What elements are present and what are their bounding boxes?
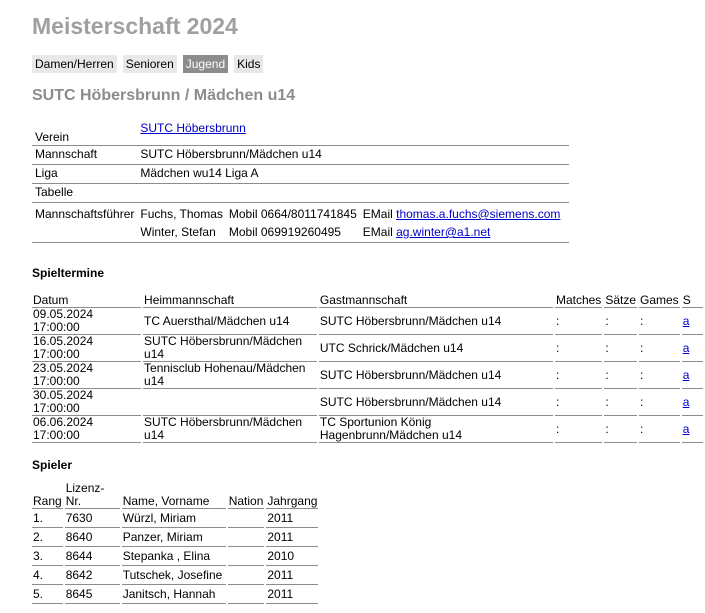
home-team: Tennisclub Hohenau/Mädchen u14 xyxy=(143,362,317,389)
mannschaftsfuehrer-label: Mannschaftsführer xyxy=(32,203,137,243)
matches-score: : xyxy=(555,416,602,443)
player-license: 8640 xyxy=(65,528,120,547)
match-link[interactable]: a xyxy=(682,313,690,328)
player-row xyxy=(32,547,318,566)
player-name: Panzer, Miriam xyxy=(122,528,226,547)
player-row xyxy=(32,509,318,528)
match-link[interactable]: a xyxy=(682,394,690,409)
home-team: SUTC Höbersbrunn/Mädchen u14 xyxy=(143,416,317,443)
home-team: TC Auersthal/Mädchen u14 xyxy=(143,308,317,335)
team-heading: SUTC Höbersbrunn / Mädchen u14 xyxy=(32,87,296,104)
match-date: 30.05.2024 17:00:00 xyxy=(32,389,141,416)
player-nation xyxy=(228,509,265,528)
col-jahrgang: Jahrgang xyxy=(266,482,318,509)
matches-score: : xyxy=(555,335,602,362)
matches-score: : xyxy=(555,362,602,389)
schedule-header-row xyxy=(32,290,703,308)
leader-email-label: EMail xyxy=(362,225,393,239)
col-saetze: Sätze xyxy=(604,290,637,308)
player-rank: 5. xyxy=(32,585,63,604)
player-rank: 3. xyxy=(32,547,63,566)
player-row xyxy=(32,566,318,585)
player-year: 2011 xyxy=(266,585,318,604)
leader-mobile: Mobil 069919260495 xyxy=(228,225,341,239)
schedule-row xyxy=(32,308,703,335)
player-year: 2011 xyxy=(266,566,318,585)
verein-link[interactable]: SUTC Höbersbrunn xyxy=(140,121,246,135)
matches-score: : xyxy=(555,308,602,335)
sets-score: : xyxy=(604,362,637,389)
guest-team: SUTC Höbersbrunn/Mädchen u14 xyxy=(319,308,553,335)
player-license: 8645 xyxy=(65,585,120,604)
player-license: 7630 xyxy=(65,509,120,528)
player-name: Würzl, Miriam xyxy=(122,509,226,528)
games-score: : xyxy=(639,308,680,335)
player-name: Tutschek, Josefine xyxy=(122,566,226,585)
col-gastmannschaft: Gastmannschaft xyxy=(319,290,553,308)
leader-name: Fuchs, Thomas xyxy=(140,207,223,221)
leader-name: Winter, Stefan xyxy=(140,225,216,239)
player-nation xyxy=(228,528,265,547)
tabelle-label: Tabelle xyxy=(32,184,137,203)
schedule-table xyxy=(30,290,705,443)
leader-row xyxy=(137,206,563,224)
leader-email-link[interactable]: ag.winter@a1.net xyxy=(396,225,491,239)
match-date: 23.05.2024 17:00:00 xyxy=(32,362,141,389)
player-row xyxy=(32,585,318,604)
page-title: Meisterschaft 2024 xyxy=(32,13,238,39)
player-year: 2011 xyxy=(266,509,318,528)
player-nation xyxy=(228,585,265,604)
col-games: Games xyxy=(639,290,680,308)
col-name: Name, Vorname xyxy=(122,482,226,509)
category-tabs xyxy=(32,55,263,73)
player-year: 2010 xyxy=(266,547,318,566)
col-s: S xyxy=(682,290,703,308)
games-score: : xyxy=(639,389,680,416)
player-license: 8644 xyxy=(65,547,120,566)
player-rank: 2. xyxy=(32,528,63,547)
player-name: Janitsch, Hannah xyxy=(122,585,226,604)
mannschaft-label: Mannschaft xyxy=(32,146,137,165)
home-team xyxy=(143,389,317,416)
guest-team: UTC Schrick/Mädchen u14 xyxy=(319,335,553,362)
col-lizenz: Lizenz-Nr. xyxy=(65,482,120,509)
leader-email-label: EMail xyxy=(362,207,393,221)
schedule-heading: Spieltermine xyxy=(32,266,105,280)
sets-score: : xyxy=(604,389,637,416)
col-heimmannschaft: Heimmannschaft xyxy=(143,290,317,308)
leader-mobile: Mobil 0664/8011741845 xyxy=(228,207,357,221)
mannschaft-value: SUTC Höbersbrunn/Mädchen u14 xyxy=(137,146,569,165)
col-rang: Rang xyxy=(32,482,63,509)
col-nation: Nation xyxy=(228,482,265,509)
player-nation xyxy=(228,566,265,585)
player-row xyxy=(32,528,318,547)
games-score: : xyxy=(639,416,680,443)
col-datum: Datum xyxy=(32,290,141,308)
team-info-table xyxy=(32,120,569,243)
sets-score: : xyxy=(604,308,637,335)
tabelle-value xyxy=(137,184,569,203)
match-link[interactable]: a xyxy=(682,421,690,436)
player-rank: 4. xyxy=(32,566,63,585)
match-date: 16.05.2024 17:00:00 xyxy=(32,335,141,362)
tab-senioren[interactable]: Senioren xyxy=(123,55,177,73)
verein-label: Verein xyxy=(32,120,137,146)
sets-score: : xyxy=(604,335,637,362)
schedule-row xyxy=(32,389,703,416)
player-rank: 1. xyxy=(32,509,63,528)
leader-row xyxy=(137,224,563,242)
liga-value: Mädchen wu14 Liga A xyxy=(137,165,569,184)
guest-team: SUTC Höbersbrunn/Mädchen u14 xyxy=(319,389,553,416)
leaders-list xyxy=(137,206,563,242)
schedule-row xyxy=(32,362,703,389)
tab-damen-herren[interactable]: Damen/Herren xyxy=(32,55,117,73)
schedule-row xyxy=(32,335,703,362)
player-year: 2011 xyxy=(266,528,318,547)
schedule-row xyxy=(32,416,703,443)
liga-label: Liga xyxy=(32,165,137,184)
players-table xyxy=(30,482,320,604)
players-header-row xyxy=(32,482,318,509)
player-nation xyxy=(228,547,265,566)
guest-team: TC Sportunion König Hagenbrunn/Mädchen u14 xyxy=(319,416,553,443)
matches-score: : xyxy=(555,389,602,416)
players-heading: Spieler xyxy=(32,458,73,472)
games-score: : xyxy=(639,335,680,362)
guest-team: SUTC Höbersbrunn/Mädchen u14 xyxy=(319,362,553,389)
col-matches: Matches xyxy=(555,290,602,308)
player-license: 8642 xyxy=(65,566,120,585)
match-link[interactable]: a xyxy=(682,340,690,355)
tab-kids[interactable]: Kids xyxy=(234,55,263,73)
games-score: : xyxy=(639,362,680,389)
home-team: SUTC Höbersbrunn/Mädchen u14 xyxy=(143,335,317,362)
match-date: 06.06.2024 17:00:00 xyxy=(32,416,141,443)
leader-email-link[interactable]: thomas.a.fuchs@siemens.com xyxy=(396,207,561,221)
sets-score: : xyxy=(604,416,637,443)
player-name: Stepanka , Elina xyxy=(122,547,226,566)
match-date: 09.05.2024 17:00:00 xyxy=(32,308,141,335)
tab-jugend[interactable]: Jugend xyxy=(183,55,228,73)
match-link[interactable]: a xyxy=(682,367,690,382)
